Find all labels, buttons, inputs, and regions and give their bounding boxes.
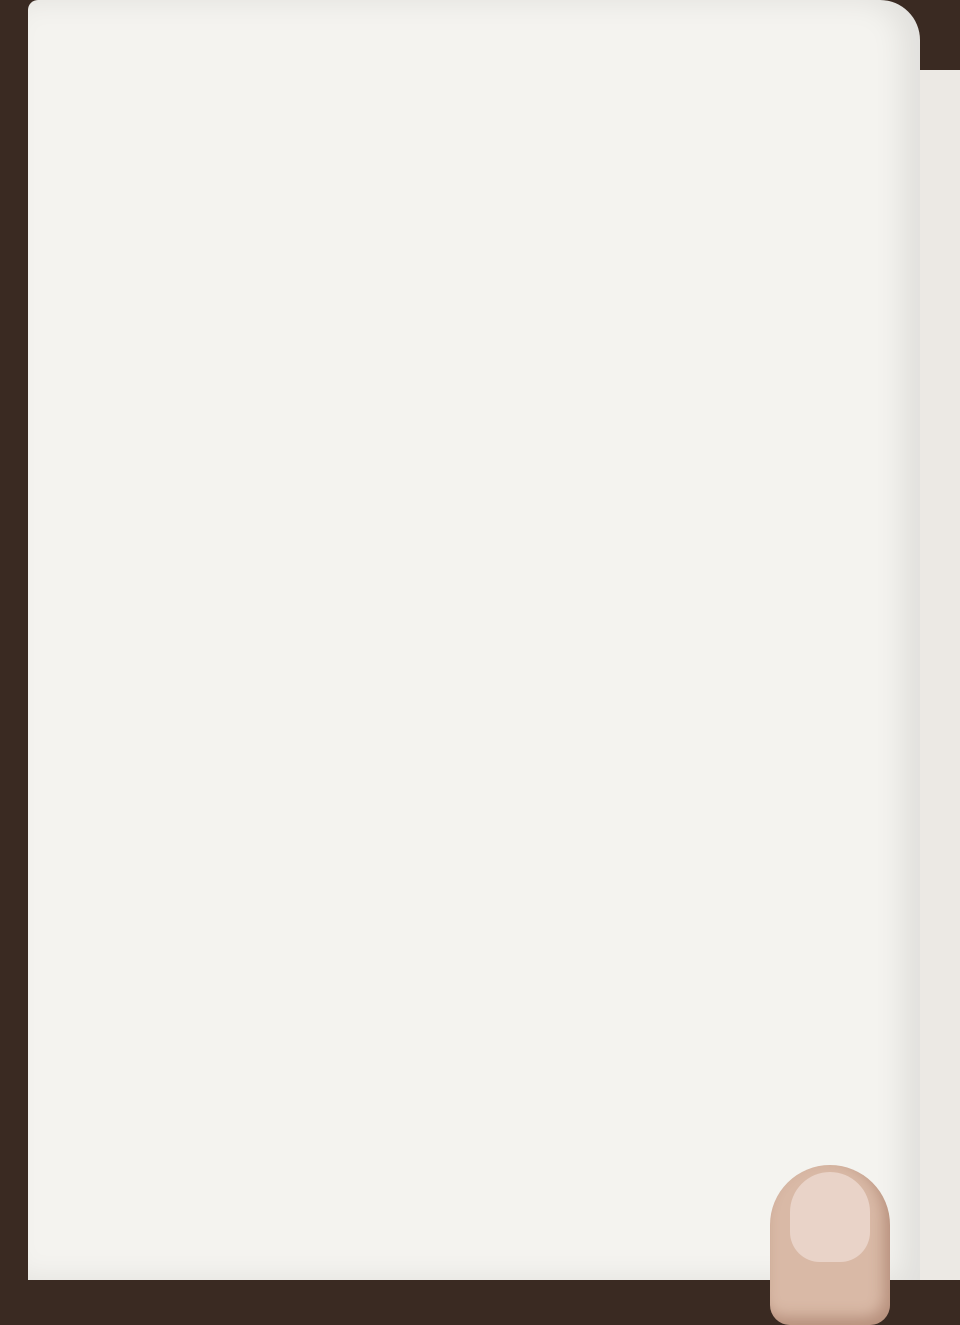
toc-left-column [158,102,458,108]
toc-right-column [528,102,828,108]
book-page [28,0,920,1280]
thumbnail-fingernail [790,1172,870,1262]
